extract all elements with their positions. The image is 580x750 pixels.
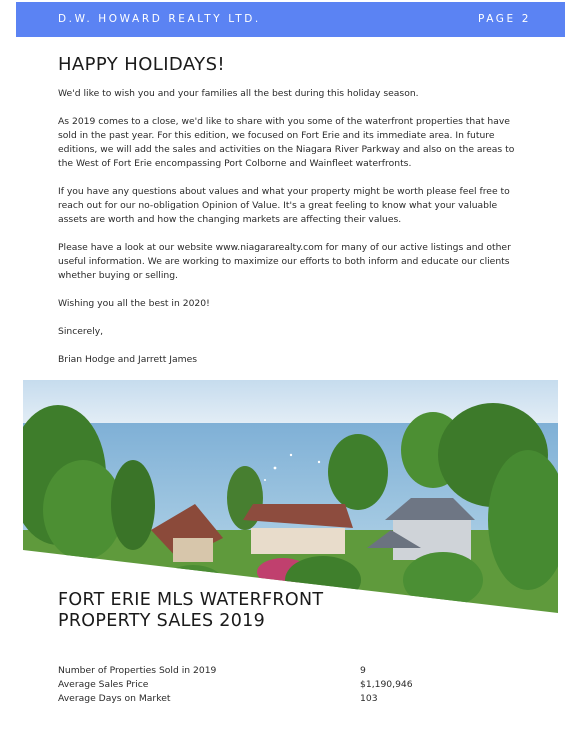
letter-heading: HAPPY HOLIDAYS! [58,54,226,75]
letter-paragraph-wishes: Wishing you all the best in 2020! [58,298,210,309]
letter-paragraph-opinion-of-value: If you have any questions about values and what your property might be worth please feel free to reach out for our no-obligation Opinion of Value. It's a great feeling to know what your valuable assets are worth and how the changing markets are affecting their values. [58,186,510,225]
table-row [58,678,478,692]
page-number: PAGE 2 [477,13,531,25]
stat-label: Number of Properties Sold in 2019 [58,665,217,676]
letter-body [58,54,528,367]
table-row [58,692,478,706]
sales-stats-table [58,664,478,706]
stat-value: 103 [360,693,378,704]
letter-closing: Sincerely, [58,326,104,337]
stat-label: Average Sales Price [58,679,149,690]
stat-value: 9 [360,665,366,676]
stat-label: Average Days on Market [58,693,171,704]
company-name: D.W. HOWARD REALTY LTD. [58,13,261,25]
letter-paragraph-website: Please have a look at our website www.niagararealty.com for many of our active listings and other useful information. We are working to maximize our efforts to both inform and educate our clients whether buying or selling. [58,242,511,281]
letter-paragraph-greeting: We'd like to wish you and your families all the best during this holiday season. [58,88,419,99]
letter-paragraph-year-summary: As 2019 comes to a close, we'd like to share with you some of the waterfront properties that have sold in the past year. For this edition, we focused on Fort Erie and its immediate area. In future editions, we will add the sales and activities on the Niagara River Parkway and also on the areas to the West of Fort Erie encompassing Port Colborne and Wainfleet waterfronts. [58,116,515,169]
header-bar [16,2,565,37]
letter-signature: Brian Hodge and Jarrett James [58,354,198,365]
stat-value: $1,190,946 [360,679,413,690]
waterfront-photo [23,380,558,615]
section-title: FORT ERIE MLS WATERFRONT PROPERTY SALES 2019 [58,590,324,631]
table-row [58,664,478,678]
